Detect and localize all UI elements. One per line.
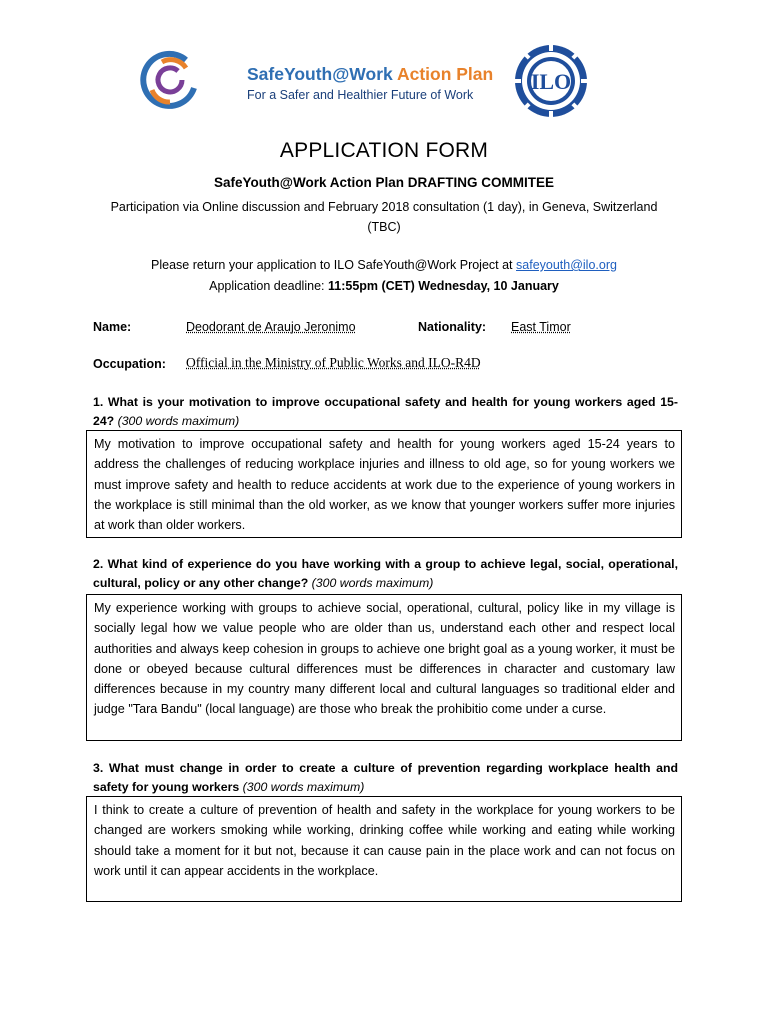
- form-subtitle: SafeYouth@Work Action Plan DRAFTING COMMITEE: [214, 175, 554, 190]
- question-1: 1. What is your motivation to improve occupational safety and health for young workers aged 15-24? (300 words maximum): [93, 395, 678, 428]
- form-title: APPLICATION FORM: [279, 139, 489, 162]
- name-label: Name:: [93, 320, 132, 334]
- application-deadline: Application deadline: 11:55pm (CET) Wednesday, 10 January: [209, 279, 559, 293]
- answer-3: I think to create a culture of prevention of health and safety in the workplace for young workers to be changed are workers smoking while working, drinking coffee while working and eating while working should take a moment for it but not, because it can cause pain in the place work and can not focus on work until it can appear accidents in the workplace.: [86, 796, 682, 902]
- email-link[interactable]: safeyouth@ilo.org: [516, 258, 617, 272]
- brand-tagline: For a Safer and Healthier Future of Work: [247, 88, 474, 102]
- brand-name: SafeYouth@Work Action Plan: [247, 64, 494, 84]
- safeyouth-logo-icon: [140, 48, 200, 120]
- occupation-value: Official in the Ministry of Public Works and ILO-R4D: [186, 355, 481, 370]
- answer-2: My experience working with groups to achieve social, operational, cultural, policy like in my village is socially legal how we value people who are older than us, understand each other and respect local authorities and always keep cohesion in groups to achieve one bright goal as a young worker, it must be done or obeyed because cultural differences must be differences in character and customary law differences because in my country many different local and cultural languages so traditional elder and judge "Tara Bandu" (local language) are those who break the prohibitio come under a curse.: [86, 594, 682, 741]
- participation-note: Participation via Online discussion and February 2018 consultation (1 day), in Geneva, Switzerland (TBC): [110, 200, 658, 234]
- return-instructions: Please return your application to ILO SafeYouth@Work Project at safeyouth@ilo.org: [151, 258, 617, 272]
- ilo-emblem-icon: [514, 44, 588, 118]
- answer-1: My motivation to improve occupational safety and health for young workers aged 15-24 years to address the challenges of reducing workplace injuries and illness to old age, so for young workers we must improve safety and health to reduce accidents at work due to the experience of young workers in the workplace is still minimal than the old worker, as we know that younger workers suffer more injuries at work than older workers.: [86, 430, 682, 538]
- nationality-value: East Timor: [511, 320, 571, 334]
- ilo-logo-text: ILO: [530, 69, 572, 94]
- question-2: 2. What kind of experience do you have working with a group to achieve legal, social, operational, cultural, policy or any other change? (300 words maximum): [93, 557, 678, 590]
- question-3: 3. What must change in order to create a culture of prevention regarding workplace health and safety for young workers (300 words maximum): [93, 761, 678, 794]
- nationality-label: Nationality:: [418, 320, 487, 334]
- name-value: Deodorant de Araujo Jeronimo: [186, 320, 356, 334]
- occupation-label: Occupation:: [93, 357, 166, 371]
